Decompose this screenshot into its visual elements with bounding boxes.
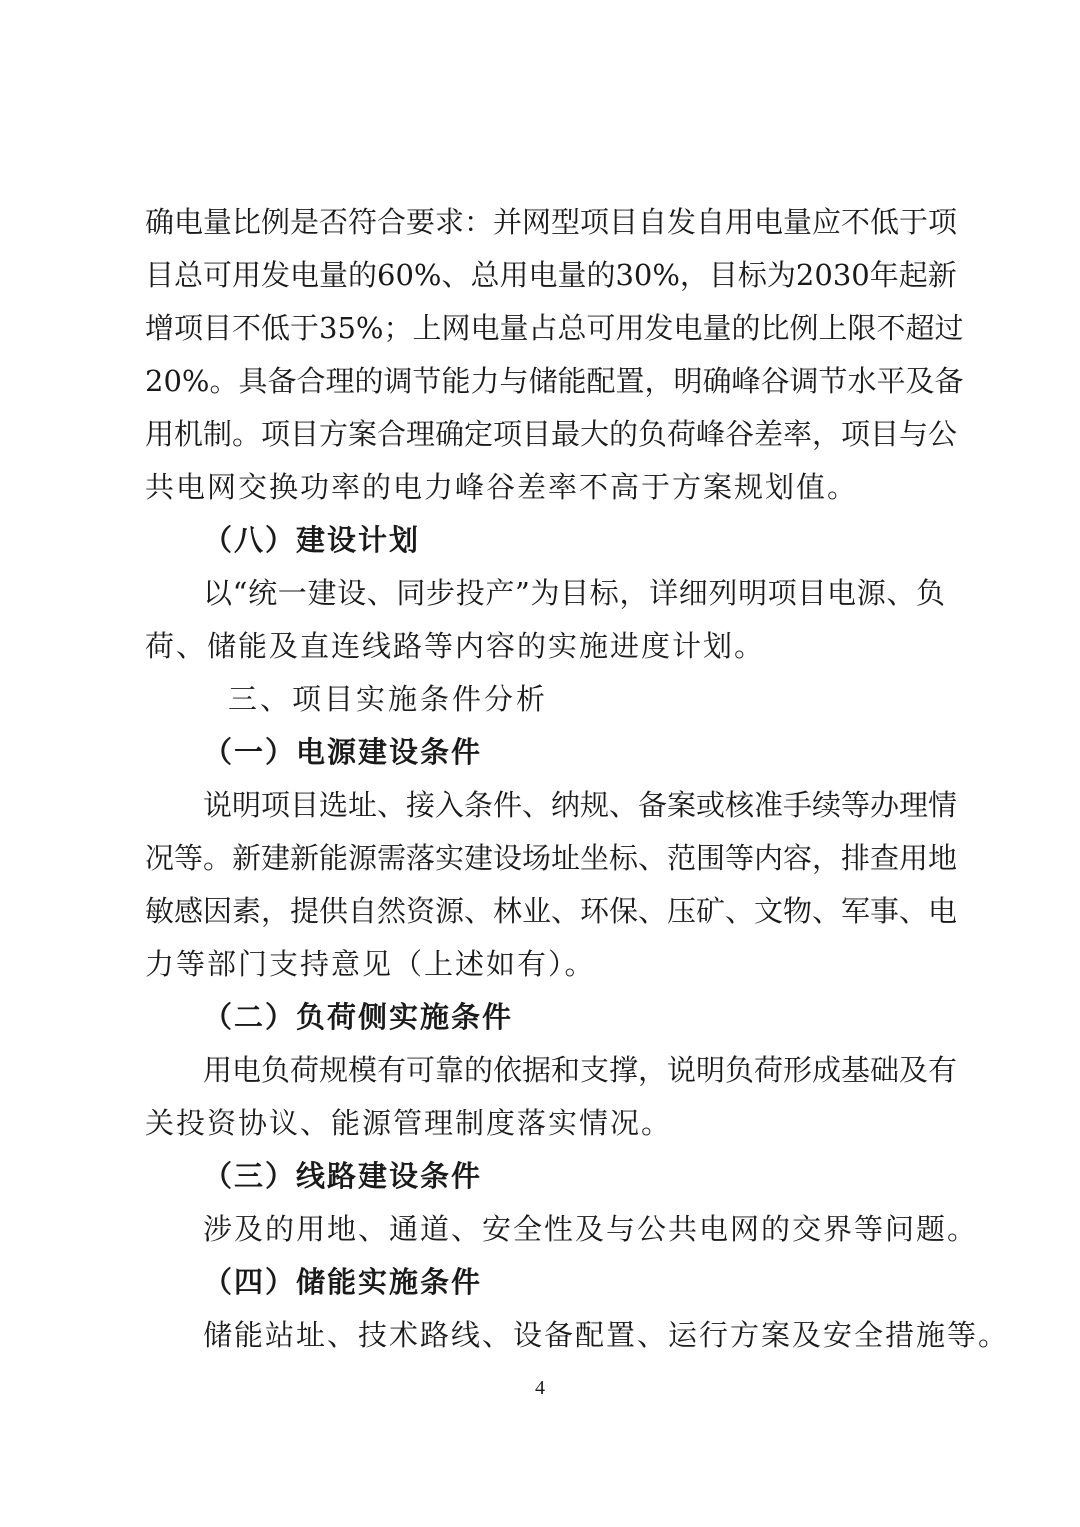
body-text-line: 说明项目选址、接入条件、纳规、备案或核准手续等办理情: [203, 788, 958, 822]
body-text-line: 力等部门支持意见（上述如有）。: [145, 947, 596, 981]
body-text-line: 用电负荷规模有可靠的依据和支撑，说明负荷形成基础及有: [203, 1053, 958, 1087]
body-text-line: 确电量比例是否符合要求：并网型项目自发自用电量应不低于项: [145, 205, 958, 239]
body-text-line: 目总可用发电量的60%、总用电量的30%，目标为2030年起新: [145, 258, 957, 292]
section-heading: （二）负荷侧实施条件: [203, 1000, 514, 1034]
body-text-line: 以“统一建设、同步投产”为目标，详细列明项目电源、负: [203, 576, 945, 610]
body-text-line: 荷、储能及直连线路等内容的实施进度计划。: [145, 629, 766, 663]
section-heading: （三）线路建设条件: [203, 1159, 483, 1193]
body-text-line: 20%。具备合理的调节能力与储能配置，明确峰谷调节水平及备: [145, 364, 964, 398]
section-heading: （一）电源建设条件: [203, 735, 483, 769]
page-number: 4: [535, 1377, 545, 1399]
body-text-line: 涉及的用地、通道、安全性及与公共电网的交界等问题。: [203, 1212, 979, 1246]
body-text-line: 况等。新建新能源需落实建设场址坐标、范围等内容，排查用地: [145, 841, 958, 875]
body-text-line: 敏感因素，提供自然资源、林业、环保、压矿、文物、军事、电: [145, 894, 958, 928]
chapter-heading: 三、项目实施条件分析: [228, 682, 549, 716]
section-heading: （八）建设计划: [203, 523, 421, 557]
body-text-line: 共电网交换功率的电力峰谷差率不高于方案规划值。: [145, 470, 859, 504]
body-text-line: 增项目不低于35%；上网电量占总可用发电量的比例上限不超过: [145, 311, 964, 345]
section-heading: （四）储能实施条件: [203, 1265, 483, 1299]
body-text-line: 关投资协议、能源管理制度落实情况。: [145, 1106, 673, 1140]
body-text-line: 用机制。项目方案合理确定项目最大的负荷峰谷差率，项目与公: [145, 417, 958, 451]
body-text-line: 储能站址、技术路线、设备配置、运行方案及安全措施等。: [203, 1318, 1010, 1352]
